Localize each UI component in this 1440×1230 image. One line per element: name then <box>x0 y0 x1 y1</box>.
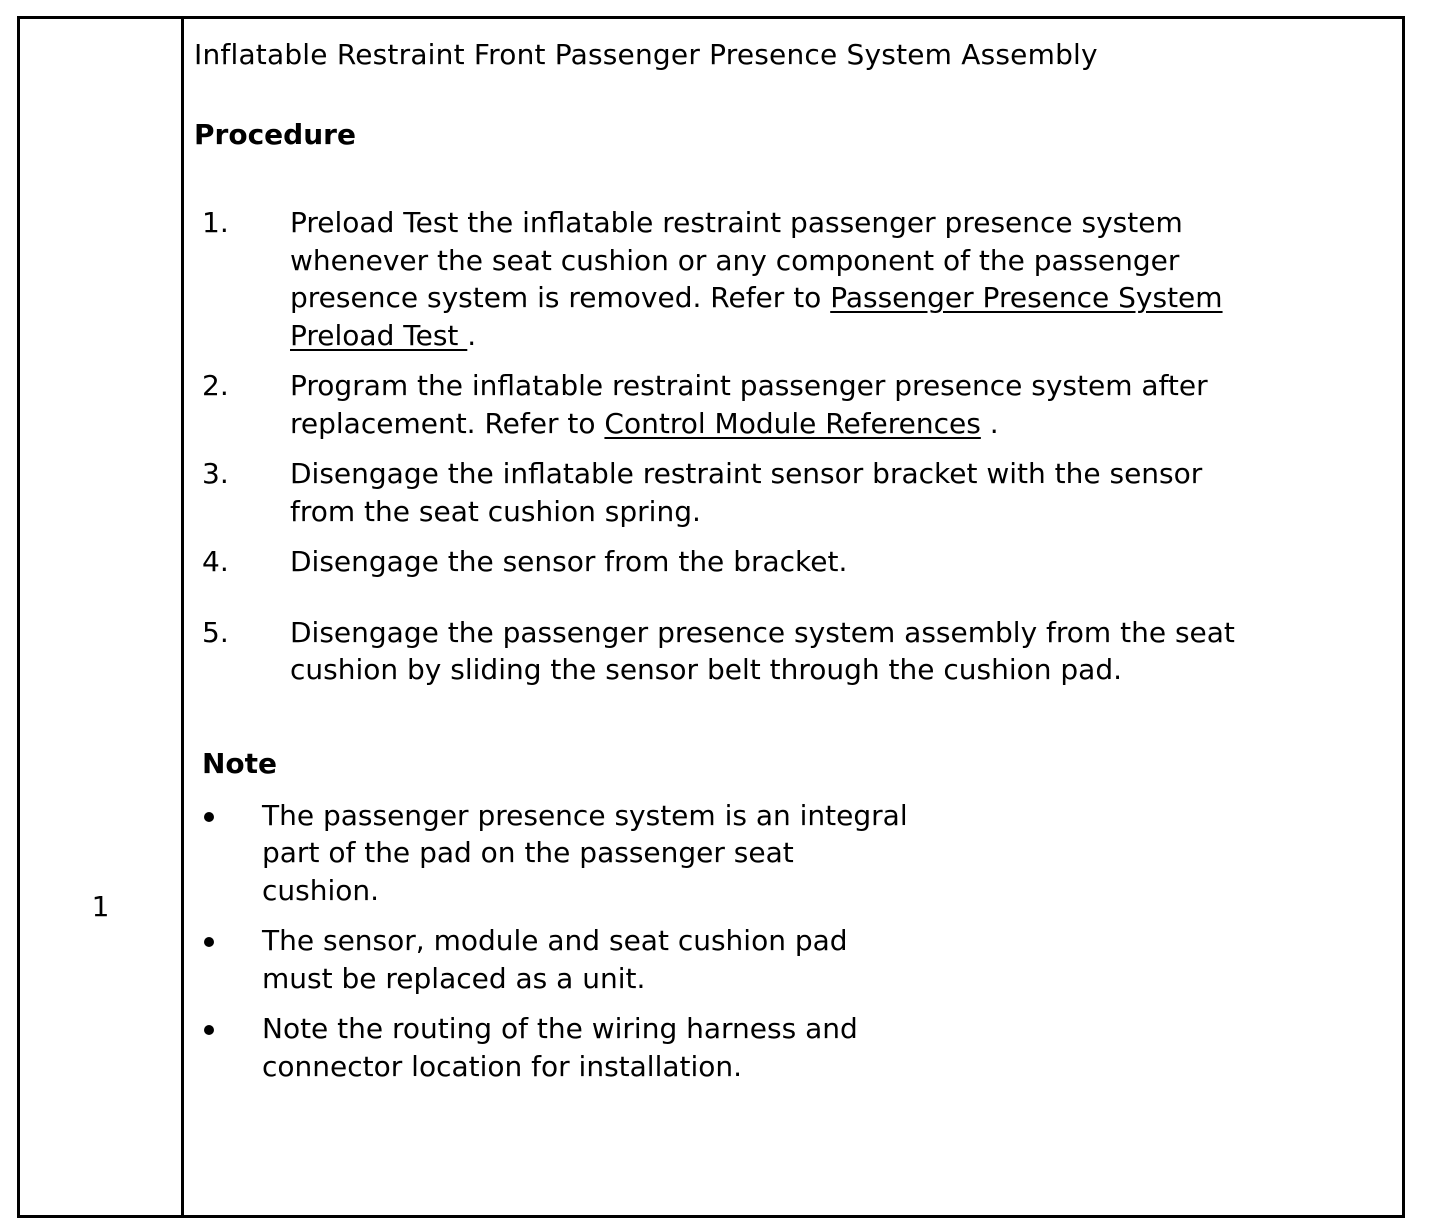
note-text: Note the routing of the wiring harness and connector location for installation. <box>262 1012 858 1083</box>
note-heading: Note <box>202 746 278 780</box>
note-text: The passenger presence system is an integral part of the pad on the passenger seat cushion. <box>262 798 908 907</box>
step-number: 2. <box>202 369 229 402</box>
preload-test-link[interactable]: Passenger Presence System Preload Test <box>290 281 1223 352</box>
step-number: 5. <box>202 615 229 649</box>
procedure-step-4 <box>194 543 1384 581</box>
control-module-references-link[interactable]: Control Module References <box>604 406 981 440</box>
procedure-heading: Procedure <box>194 118 356 151</box>
row-index: 1 <box>91 890 110 923</box>
column-divider <box>181 16 184 1218</box>
procedure-step-1 <box>194 204 1384 354</box>
step-text: Disengage the sensor from the bracket. <box>290 545 848 578</box>
note-item <box>194 1010 1384 1085</box>
note-list <box>194 797 1384 1086</box>
bullet-icon <box>204 812 214 822</box>
procedure-step-2 <box>194 367 1384 442</box>
step-text: Disengage the passenger presence system assembly from the seat cushion by sliding the sensor belt through the cushion pad. <box>290 615 1235 686</box>
bullet-icon <box>204 937 214 947</box>
step-number: 4. <box>202 545 229 578</box>
step-text: Program the inflatable restraint passenger presence system after replacement. Refer to Control Module References . <box>290 369 1208 440</box>
step-text: Preload Test the inflatable restraint passenger presence system whenever the seat cushion or any component of the passenger presence system is removed. Refer to Passenger Presence System Preload Test . <box>290 206 1223 352</box>
procedure-step-3 <box>194 455 1384 530</box>
bullet-icon <box>204 1025 214 1035</box>
step-number: 1. <box>202 206 229 239</box>
note-text: The sensor, module and seat cushion pad must be replaced as a unit. <box>262 924 848 995</box>
step-text: Disengage the inflatable restraint sensor bracket with the sensor from the seat cushion spring. <box>290 457 1203 528</box>
step-number: 3. <box>202 457 229 490</box>
procedure-cell <box>194 36 1384 1098</box>
page-title: Inflatable Restraint Front Passenger Presence System Assembly <box>194 38 1098 71</box>
procedure-steps <box>194 204 1384 689</box>
procedure-step-5 <box>194 614 1384 689</box>
note-item <box>194 922 1384 997</box>
note-item <box>194 797 1384 910</box>
